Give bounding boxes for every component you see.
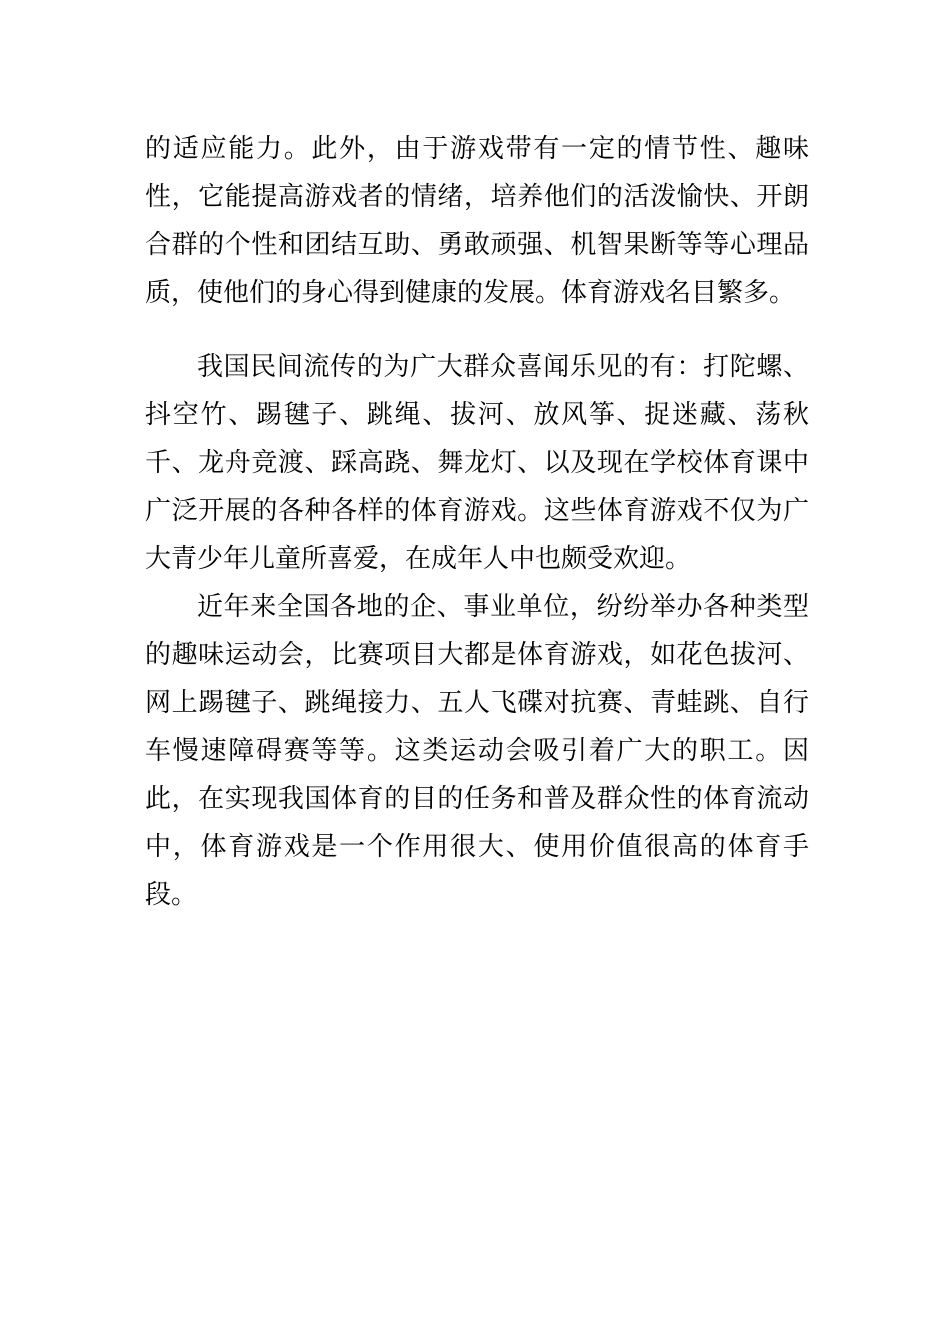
- document-body: [145, 125, 809, 919]
- paragraph-2: 我国民间流传的为广大群众喜闻乐见的有：打陀螺、抖空竹、踢毽子、跳绳、拔河、放风筝、捉迷藏、荡秋千、龙舟竞渡、踩高跷、舞龙灯、以及现在学校体育课中广泛开展的各种各样的体育游戏。这些体育游戏不仅为广大青少年儿童所喜爱，在成年人中也颇受欢迎。: [145, 352, 809, 574]
- paragraph-1: 的适应能力。此外，由于游戏带有一定的情节性、趣味性，它能提高游戏者的情绪，培养他们的活泼愉快、开朗合群的个性和团结互助、勇敢顽强、机智果断等等心理品质，使他们的身心得到健康的发展。体育游戏名目繁多。: [145, 134, 809, 308]
- paragraph-3: 近年来全国各地的企、事业单位，纷纷举办各种类型的趣味运动会，比赛项目大都是体育游戏，如花色拔河、网上踢毽子、跳绳接力、五人飞碟对抗赛、青蛙跳、自行车慢速障碍赛等等。这类运动会吸引着广大的职工。因此，在实现我国体育的目的任务和普及群众性的体育流动中，体育游戏是一个作用很大、使用价值很高的体育手段。: [145, 592, 809, 910]
